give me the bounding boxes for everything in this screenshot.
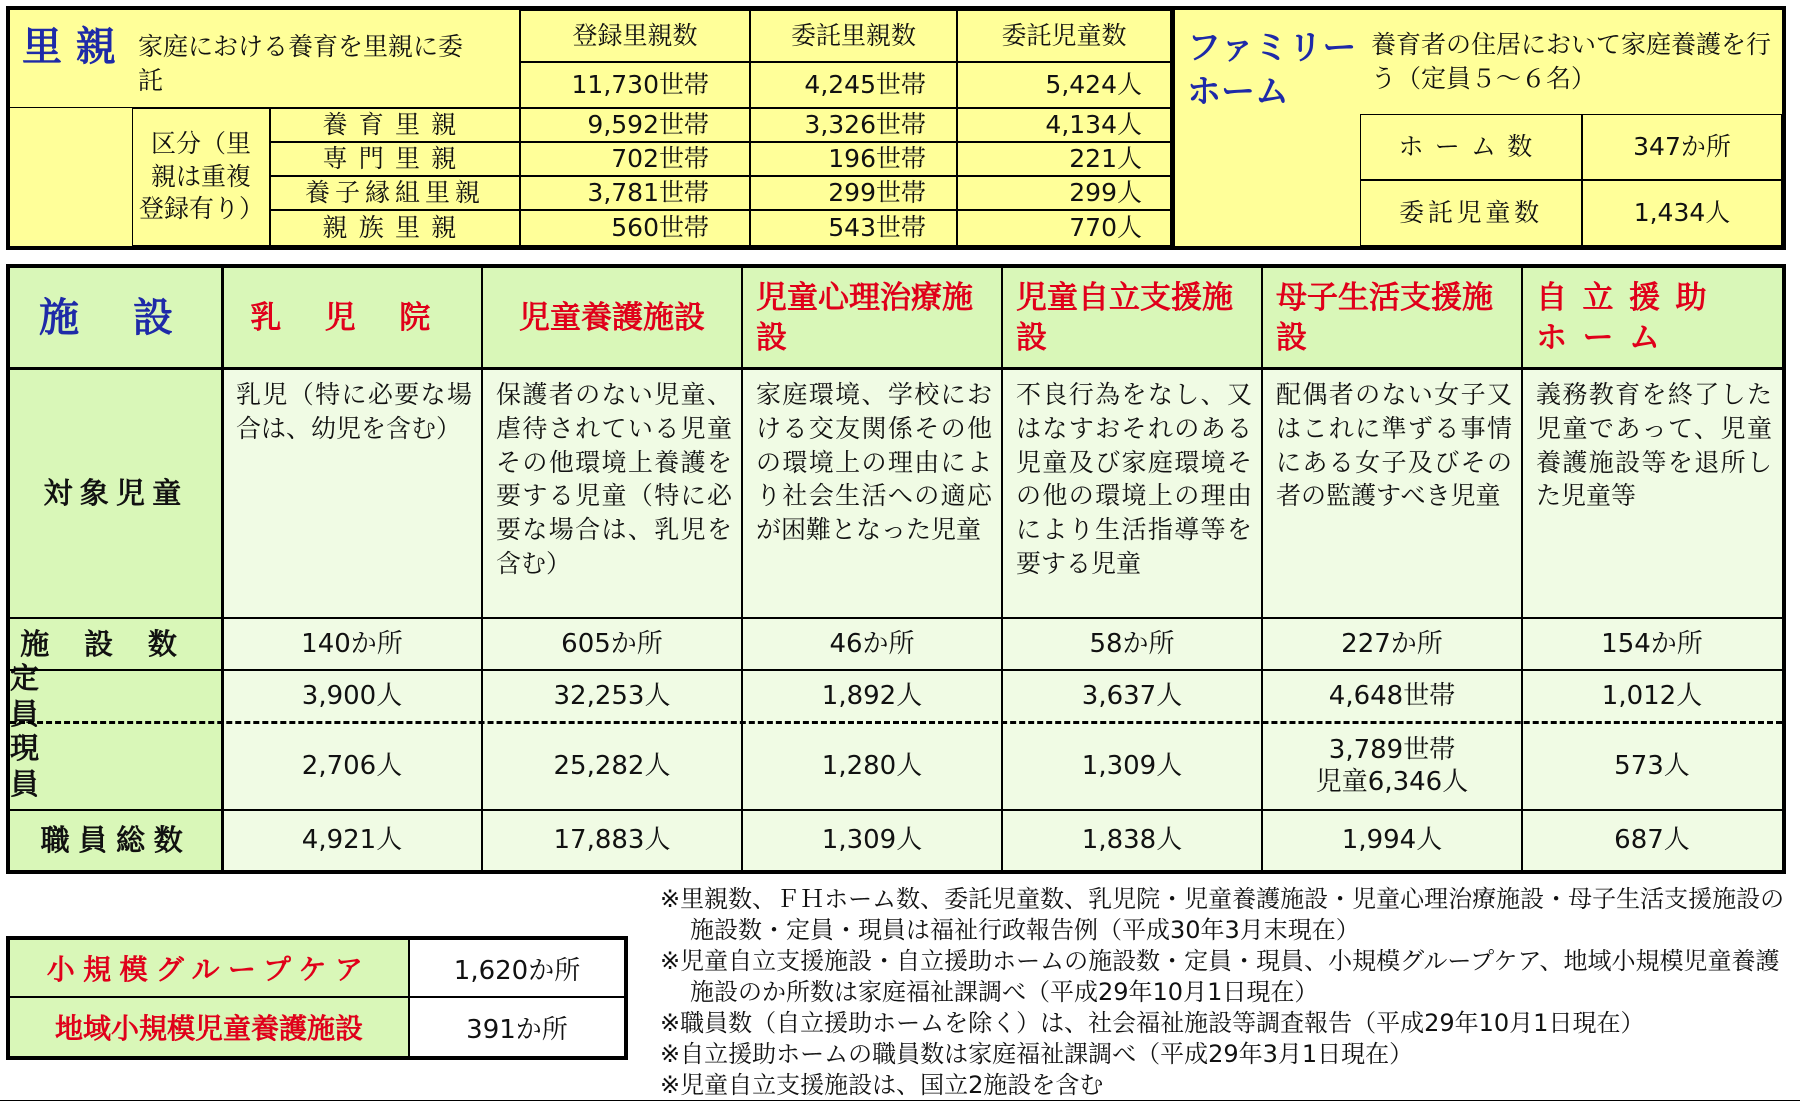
target-jidou-yougo: 保護者のない児童、虐待されている児童その他環境上養護を要する児童（特に必要な場合は、乳児を含む）	[496, 380, 732, 578]
shinzoku-children: 770人	[957, 210, 1171, 246]
shinzoku-entrusted: 543世帯	[750, 210, 957, 246]
footnote: ※児童自立支援施設は、国立2施設を含む	[660, 1071, 1104, 1099]
small-group-care-label: 小規模グループケア	[10, 940, 410, 998]
col-boshi-seikatsu: 母子生活支援施設	[1276, 279, 1493, 356]
current-jidou-yougo: 25,282人	[553, 750, 671, 781]
youshi-children: 299人	[957, 176, 1171, 210]
capacity-shinri-chiryou: 1,892人	[821, 680, 923, 711]
col-header-entrusted: 委託里親数	[750, 10, 957, 62]
target-shinri-chiryou: 家庭環境、学校における交友関係その他の環境上の理由により社会生活への適応が困難となった児童	[756, 380, 992, 544]
count-boshi-seikatsu: 227か所	[1341, 628, 1443, 659]
satooya-section	[6, 6, 1786, 250]
row-label-staff: 職員総数	[40, 822, 192, 857]
row-name-youshi: 養子縁組里親	[270, 176, 520, 210]
bottom-rule	[0, 1100, 1800, 1101]
senmon-registered: 702世帯	[520, 142, 750, 176]
col-jiritsu-shien: 児童自立支援施設	[1016, 279, 1233, 356]
capacity-jiritsu-enjo: 1,012人	[1601, 680, 1703, 711]
home-children-value: 1,434人	[1582, 180, 1782, 246]
col-header-children: 委託児童数	[957, 10, 1171, 62]
col-jidou-yougo: 児童養護施設	[519, 299, 705, 336]
target-jiritsu-enjo: 義務教育を終了した児童であって、児童養護施設等を退所した児童等	[1536, 380, 1772, 511]
target-nyujiin: 乳児（特に必要な場合は、幼児を含む）	[236, 380, 472, 443]
staff-jidou-yougo: 17,883人	[553, 824, 671, 855]
footnote: ※自立援助ホームの職員数は家庭福祉課調べ（平成29年3月1日現在）	[660, 1040, 1414, 1068]
youshi-entrusted: 299世帯	[750, 176, 957, 210]
kubun-label: 区分（里親は重複登録有り）	[132, 108, 270, 246]
capacity-nyujiin: 3,900人	[301, 680, 403, 711]
current-jiritsu-enjo: 573人	[1614, 750, 1690, 781]
total-registered: 11,730世帯	[520, 62, 750, 108]
count-jidou-yougo: 605か所	[561, 628, 663, 659]
capacity-jiritsu-shien: 3,637人	[1081, 680, 1183, 711]
row-label-current: 現員	[10, 730, 132, 801]
current-boshi-seikatsu	[1262, 722, 1522, 810]
staff-jiritsu-enjo: 687人	[1614, 824, 1690, 855]
senmon-children: 221人	[957, 142, 1171, 176]
current-nyujiin: 2,706人	[301, 750, 403, 781]
satooya-header-cell	[10, 10, 520, 108]
target-jiritsu-shien: 不良行為をなし、又はなすおそれのある児童及び家庭環境その他の環境上の理由により生活指導等を要する児童	[1016, 380, 1252, 578]
col-jiritsu-enjo: 自立援助ホーム	[1536, 279, 1722, 356]
col-nyujiin: 乳児院	[250, 299, 474, 336]
youiku-entrusted: 3,326世帯	[750, 108, 957, 142]
count-nyujiin: 140か所	[301, 628, 403, 659]
staff-nyujiin: 4,921人	[301, 824, 403, 855]
current-boshi-households: 3,789世帯	[1328, 734, 1456, 765]
total-entrusted: 4,245世帯	[750, 62, 957, 108]
regional-small-home-label: 地域小規模児童養護施設	[10, 998, 410, 1056]
count-jiritsu-shien: 58か所	[1089, 628, 1175, 659]
satooya-desc: 家庭における養育を里親に委託	[137, 32, 463, 95]
facilities-table	[6, 264, 1786, 874]
row-name-shinzoku: 親族里親	[270, 210, 520, 246]
satooya-title: 里 親	[22, 24, 116, 70]
col-shinri-chiryou: 児童心理治療施設	[756, 279, 973, 356]
small-group-care-value: 1,620か所	[410, 940, 624, 998]
youiku-children: 4,134人	[957, 108, 1171, 142]
row-name-senmon: 専門里親	[270, 142, 520, 176]
col-header-registered: 登録里親数	[520, 10, 750, 62]
footnote: ※児童自立支援施設・自立援助ホームの施設数・定員・現員、小規模グループケア、地域小規模児童養護施設のか所数は家庭福祉課調べ（平成29年10月1日現在）	[660, 947, 1780, 1006]
row-name-youiku: 養育里親	[270, 108, 520, 142]
facilities-title: 施 設	[39, 295, 193, 341]
current-shinri-chiryou: 1,280人	[821, 750, 923, 781]
family-home-title: ファミリーホーム	[1187, 28, 1357, 113]
footnote: ※里親数、ＦＨホーム数、委託児童数、乳児院・児童養護施設・児童心理治療施設・母子生活支援施設の施設数・定員・現員は福祉行政報告例（平成30年3月末現在）	[660, 885, 1785, 944]
current-jiritsu-shien: 1,309人	[1081, 750, 1183, 781]
staff-jiritsu-shien: 1,838人	[1081, 824, 1183, 855]
row-label-target: 対象児童	[43, 475, 189, 510]
home-count-value: 347か所	[1582, 114, 1782, 180]
family-home-header-cell	[1175, 10, 1782, 114]
capacity-jidou-yougo: 32,253人	[553, 680, 671, 711]
small-units-box	[6, 936, 628, 1060]
staff-shinri-chiryou: 1,309人	[821, 824, 923, 855]
capacity-boshi-seikatsu: 4,648世帯	[1328, 680, 1456, 711]
senmon-entrusted: 196世帯	[750, 142, 957, 176]
row-label-count: 施設数	[20, 626, 212, 661]
home-count-label: ホーム数	[1360, 114, 1582, 180]
youiku-registered: 9,592世帯	[520, 108, 750, 142]
row-label-capacity: 定員	[10, 660, 132, 731]
family-home-desc: 養育者の住居において家庭養護を行う（定員５～６名）	[1371, 30, 1772, 93]
target-boshi-seikatsu: 配偶者のない女子又はこれに準ずる事情にある女子及びその者の監護すべき児童	[1276, 380, 1512, 511]
home-children-label: 委託児童数	[1360, 180, 1582, 246]
staff-boshi-seikatsu: 1,994人	[1341, 824, 1443, 855]
count-jiritsu-enjo: 154か所	[1601, 628, 1703, 659]
regional-small-home-value: 391か所	[410, 998, 624, 1056]
count-shinri-chiryou: 46か所	[829, 628, 915, 659]
footnotes	[660, 884, 1790, 1101]
footnote: ※職員数（自立援助ホームを除く）は、社会福祉施設等調査報告（平成29年10月1日現在）	[660, 1009, 1645, 1037]
current-boshi-children: 児童6,346人	[1315, 767, 1469, 797]
youshi-registered: 3,781世帯	[520, 176, 750, 210]
shinzoku-registered: 560世帯	[520, 210, 750, 246]
total-children: 5,424人	[957, 62, 1171, 108]
